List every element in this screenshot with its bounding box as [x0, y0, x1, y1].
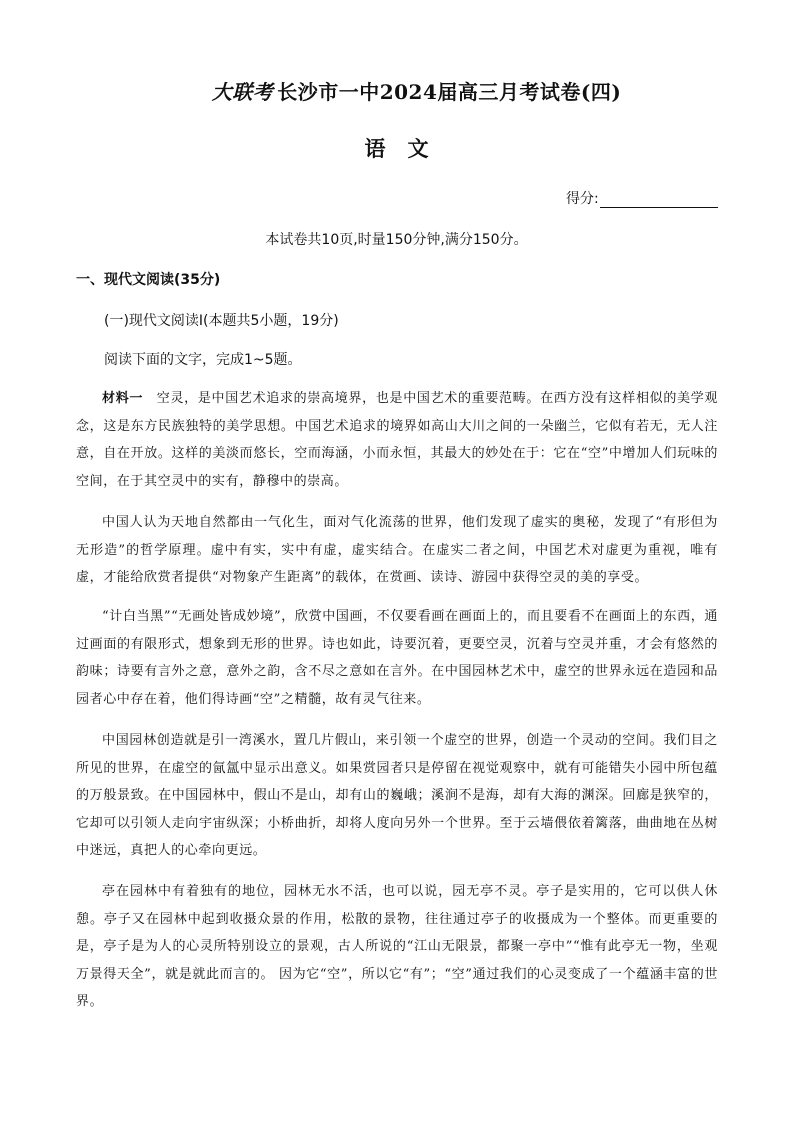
material-paragraph-5: 亭在园林中有着独有的地位，园林无水不活，也可以说，园无亭不灵。亭子是实用的，它可以供人休憩。亭子又在园林中起到收摄众景的作用，松散的景物，往往通过亭子的收摄成为一个整体。而更重要的是，亭子是为人的心灵所特别设立的景观，古人所说的“江山无限景，都聚一亭中”“惟有此亭无一物，坐观万景得天全”，就是就此而言的。 因为它“空”，所以它“有”；“空”通过我们的心灵变成了一个蕴涵丰富的世界。 [76, 884, 718, 1010]
exam-title [0, 76, 793, 105]
exam-info: 本试卷共10页,时量150分钟,满分150分。 [265, 232, 528, 248]
section-heading: 一、现代文阅读(35分) [76, 272, 221, 288]
score-label: 得分: [566, 191, 599, 207]
subsection-heading: (一)现代文阅读Ⅰ(本题共5小题，19分) [104, 313, 339, 329]
reading-instruction: 阅读下面的文字，完成1~5题。 [104, 352, 302, 368]
subject-heading: 语文 [364, 136, 451, 161]
material-paragraph-4: 中国园林创造就是引一湾溪水，置几片假山，来引领一个虚空的世界，创造一个灵动的空间。我们目之所见的世界，在虚空的氤氲中显示出意义。如果赏园者只是停留在视觉观察中，就有可能错失小园中所包蕴的万般景致。在中国园林中，假山不是山，却有山的巍峨；溪涧不是海，却有大海的渊深。回廊是狭窄的，它却可以引领人走向宇宙纵深；小桥曲折，却将人度向另外一个世界。至于云墙偎依着篱落，曲曲地在丛树中迷远，真把人的心牵向更远。 [76, 733, 718, 859]
material-paragraph-1 [76, 385, 718, 495]
score-blank-line [600, 193, 718, 208]
material-paragraph-2: 中国人认为天地自然都由一气化生，面对气化流荡的世界，他们发现了虚实的奥秘，发现了“有形但为无形造”的哲学原理。虚中有实，实中有虚，虚实结合。在虚实二者之间，中国艺术对虚更为重视，唯有虚，才能给欣赏者提供“对物象产生距离”的载体，在赏画、读诗、游园中获得空灵的美的享受。 [76, 515, 718, 586]
brand-logo-text: 大联考 [211, 80, 274, 104]
material-paragraph-3: “计白当黑”“无画处皆成妙境”，欣赏中国画，不仅要看画在画面上的，而且要看不在画面上的东西，通过画面的有限形式，想象到无形的世界。诗也如此，诗要沉着，更要空灵，沉着与空灵并重，才会有悠然的韵味；诗要有言外之意，意外之韵，含不尽之意如在言外。在中国园林艺术中，虚空的世界永远在造园和品园者心中存在着，他们得诗画“空”之精髓，故有灵气往来。 [76, 609, 718, 707]
paragraph-text: 空灵，是中国艺术追求的崇高境界，也是中国艺术的重要范畴。在西方没有这样相似的美学观念，这是东方民族独特的美学思想。中国艺术追求的境界如高山大川之间的一朵幽兰，它似有若无，无人注意，自在开放。这样的美淡而悠长，空而海涵，小而永恒，其最大的妙处在于：它在“空”中增加人们玩味的空间，在于其空灵中的实有，静穆中的崇高。 [76, 391, 718, 489]
material-label: 材料一 [102, 391, 144, 406]
score-field [566, 188, 718, 208]
exam-title-text: 长沙市一中2024届高三月考试卷(四) [277, 80, 622, 104]
